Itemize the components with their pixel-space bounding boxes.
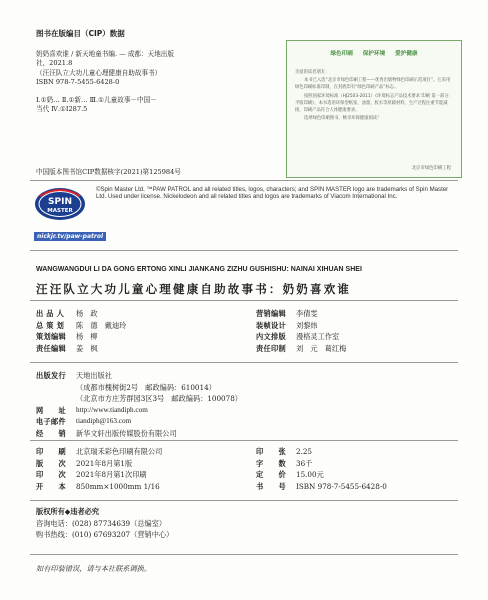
cip-record xyxy=(36,50,276,115)
print-info-right xyxy=(256,446,387,492)
distributor-label: 经 销 xyxy=(36,428,66,438)
divider xyxy=(30,554,458,555)
publisher-address: （成都市槐树街2号 邮政编码：610014） xyxy=(76,382,216,392)
copyright-block xyxy=(36,506,173,541)
email-link[interactable]: tiandiph@163.com xyxy=(76,417,132,425)
consult-phone: 咨询电话：(028) 87734639（总编室） xyxy=(36,518,167,528)
distributor-name: 新华文轩出版传媒股份有限公司 xyxy=(76,428,177,438)
green-paragraph: 按照国家环境标准（HJ2503-2011）《环境标志产品技术要求 印刷 第一部分：平版印刷》，本书选用环保型纸张、油墨、胶水等原辅材料，生产过程注重节能减排，印刷产品符合人体健康要求。 xyxy=(295,93,453,114)
green-heading: 绿色印刷 xyxy=(330,51,353,57)
divider xyxy=(30,300,458,301)
print-label: 版 次 xyxy=(36,458,66,468)
green-heading: 保护环境 xyxy=(362,51,386,57)
trademark-notice: ©Spin Master Ltd. ™PAW PATROL and all related titles, logos, characters; and SPIN MASTER logo are trademarks of Spin Master Ltd. Used under license. Nickelodeon and all related titles and logos are trademarks of Viacom International Inc. xyxy=(96,186,449,201)
divider xyxy=(30,250,458,251)
credit-value: 刘黎炜 xyxy=(296,320,318,330)
print-value: 2.25 xyxy=(296,447,313,456)
credit-value: 漫格灵工作室 xyxy=(296,332,340,341)
publisher-name: 天地出版社 xyxy=(76,371,112,380)
credit-value: 杨 柳 xyxy=(76,332,98,341)
green-printing-notice xyxy=(286,40,462,178)
spin-master-logo xyxy=(34,186,86,222)
print-label: 开 本 xyxy=(36,481,66,491)
print-label: 定 价 xyxy=(256,470,286,479)
print-label: 印 次 xyxy=(36,470,66,479)
print-value: 15.00元 xyxy=(296,470,324,479)
defect-notice: 如有印装错误，请与本社联系调换。 xyxy=(36,564,152,573)
credit-label: 策划编辑 xyxy=(36,332,66,341)
cip-line: 社，2021.8 xyxy=(36,59,73,68)
credit-label: 责任印制 xyxy=(256,343,286,353)
cip-title: 图书在版编目（CIP）数据 xyxy=(36,29,125,38)
print-label: 印 张 xyxy=(256,447,286,456)
website-label: 网 址 xyxy=(36,405,66,415)
print-info-left xyxy=(36,446,162,492)
publisher-info xyxy=(36,370,242,439)
green-paragraph: 选择绿色印刷图书，畅享环保健康阅读！ xyxy=(304,116,382,122)
publisher-label: 出版发行 xyxy=(36,371,66,380)
credit-value: 陈 德 戴迪玲 xyxy=(76,320,127,330)
divider xyxy=(30,440,458,441)
print-value: 北京瑞禾彩色印刷有限公司 xyxy=(76,447,163,456)
print-value: 850mm×1000mm 1/16 xyxy=(76,481,160,491)
print-label: 印 刷 xyxy=(36,447,66,456)
print-value: 2021年8月第1版 xyxy=(76,458,133,468)
credit-label: 责任编辑 xyxy=(36,343,66,353)
pinyin-title: WANGWANGDUI LI DA GONG ERTONG XINLI JIANKANG ZIZHU GUSHISHU: NAINAI XIHUAN SHEI xyxy=(36,266,362,273)
green-heading: 爱护健康 xyxy=(395,51,418,57)
divider xyxy=(30,180,458,181)
print-value: ISBN 978-7-5455-6428-0 xyxy=(296,481,387,491)
green-notice-body xyxy=(295,69,453,123)
cip-line: 奶奶喜欢谁 / 新天地童书编. — 成都：天地出版 xyxy=(36,50,174,58)
copyright-title: 版权所有◆违者必究 xyxy=(36,507,100,516)
website-link[interactable]: http://www.tiandiph.com xyxy=(76,405,148,414)
cip-line: ISBN 978-7-5455-6428-0 xyxy=(36,77,120,86)
credit-value: 李倩雯 xyxy=(296,309,318,318)
green-greeting: 亲爱的读者朋友： xyxy=(295,70,330,75)
nickjr-badge: nickjr.tv/paw-patrol xyxy=(34,232,106,241)
cip-line: （汪汪队立大功儿童心理健康自助故事书） xyxy=(36,68,162,77)
email-label: 电子邮件 xyxy=(36,417,66,426)
credit-label: 装帧设计 xyxy=(256,320,286,330)
credit-value: 姜 枫 xyxy=(76,343,98,353)
credit-value: 刘 元 葛红梅 xyxy=(296,343,347,353)
logo-word: SPIN xyxy=(48,197,72,207)
logo-word: MASTER xyxy=(47,208,73,214)
publisher-address: （北京市方庄芳群园3区3号 邮政编码：100078） xyxy=(76,394,242,403)
print-label: 书 号 xyxy=(256,481,286,491)
credits-right xyxy=(256,308,346,354)
credits-left xyxy=(36,308,126,354)
divider xyxy=(30,500,458,501)
print-value: 36千 xyxy=(296,458,313,468)
purchase-hotline: 购书热线：(010) 67693207（营销中心） xyxy=(36,530,174,539)
credit-label: 内文排版 xyxy=(256,332,286,341)
cip-classify-line: Ⅰ.①奶… Ⅱ.①新… Ⅲ.①儿童故事－中国－ xyxy=(36,96,157,105)
print-label: 字 数 xyxy=(256,458,286,468)
credit-label: 出 品 人 xyxy=(36,309,65,318)
divider xyxy=(30,362,458,363)
book-title: 汪汪队立大功儿童心理健康自助故事书：奶奶喜欢谁 xyxy=(36,282,352,296)
cip-classify-line: 当代 Ⅳ.①I287.5 xyxy=(36,105,88,114)
green-signature: 北京市绿色印刷工程 xyxy=(411,166,451,171)
print-value: 2021年8月第1次印刷 xyxy=(76,470,147,479)
cip-footer: 中国版本图书馆CIP数据核字(2021)第125984号 xyxy=(36,168,181,176)
green-notice-headings xyxy=(287,49,461,57)
green-paragraph: 本书已入选“北京市绿色印刷工程——优秀出版物绿色印刷示范项目”。它采用绿色印刷标准印制，在封底印有“绿色印刷产品”标志。 xyxy=(295,78,451,91)
credit-label: 总 策 划 xyxy=(36,320,65,330)
credit-value: 杨 政 xyxy=(76,309,98,318)
credit-label: 营销编辑 xyxy=(256,309,286,318)
